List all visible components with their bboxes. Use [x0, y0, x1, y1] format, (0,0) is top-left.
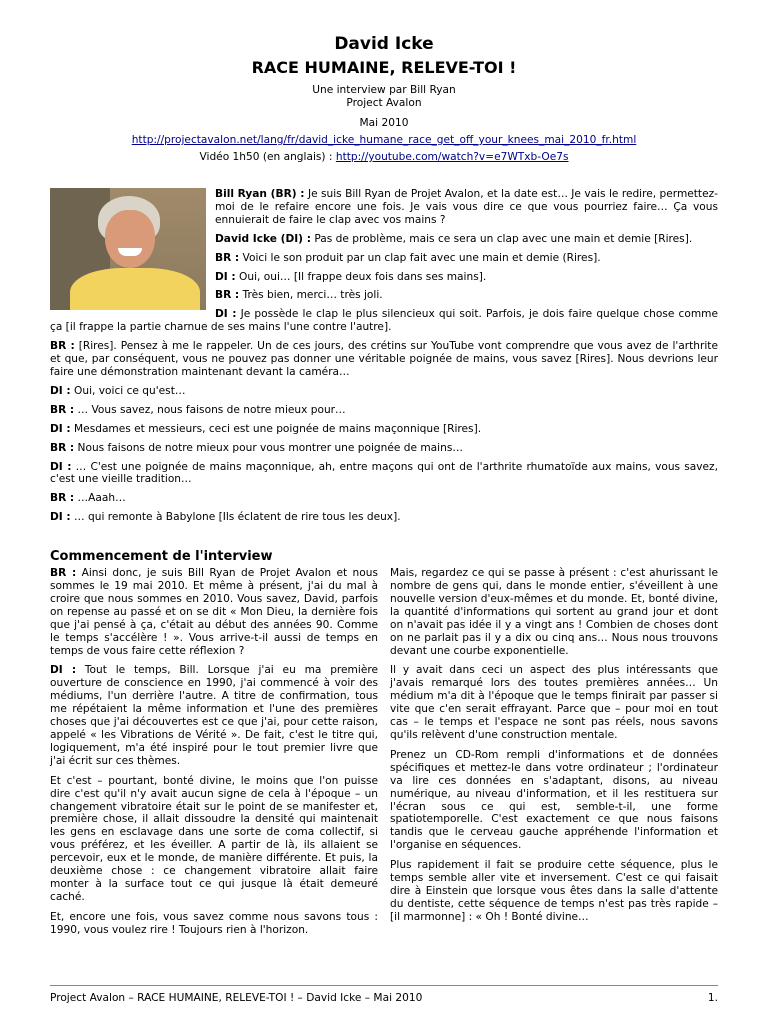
dialogue-paragraph	[50, 461, 718, 487]
speaker-label: BR :	[215, 289, 240, 302]
dialogue-text: Très bien, merci… très joli.	[239, 289, 383, 302]
document-title: RACE HUMAINE, RELEVE-TOI !	[251, 58, 517, 77]
organization: Project Avalon	[346, 97, 422, 109]
speaker-label: BR :	[50, 441, 75, 454]
dialogue-paragraph	[50, 664, 378, 767]
dialogue-text: Tout le temps, Bill. Lorsque j'ai eu ma première ouverture de conscience en 1990, j'ai commencé à voir des médiums, l'un derrière l'autre. A titre de confirmation, tous me répétaient la même information et l'une des premières choses que j'ai découvertes est ce que j'ai, pour cette raison, appelé « les Vibrations de Vérité ». De fait, c'est le titre qui, logiquement, m'a été inspiré pour le tout premier livre que j'ai écrit sur ces thèmes.	[50, 664, 378, 767]
speaker-label: BR :	[215, 251, 240, 264]
dialogue-text: Oui, oui… [Il frappe deux fois dans ses mains].	[235, 270, 487, 283]
dialogue-paragraph	[390, 749, 718, 852]
dialogue-text: Je suis Bill Ryan de Projet Avalon, et la date est… Je vais le redire, permettez-moi de le refaire encore une fois. Je vais vous dire ce que vous pourriez faire… Ça vous ennuierait de faire le clap avec vos mains ?	[215, 188, 718, 226]
dialogue-paragraph	[50, 492, 718, 505]
video-link[interactable]: http://youtube.com/watch?v=e7WTxb-Oe7s	[335, 151, 569, 163]
dialogue-text: Il y avait dans ceci un aspect des plus intéressants que j'avais remarqué lors des toutes premières années… Un médium m'a dit à l'époque que le temps finirait par passer si vite que c'en serait effrayant. Parce que – pour moi en tout cas – le temps et l'espace ne sont pas réels, nous savons qu'ils relèvent d'une construction mentale.	[390, 664, 718, 741]
dialogue-text: Voici le son produit par un clap fait avec une main et demie (Rires].	[239, 251, 601, 264]
dialogue-text: … Vous savez, nous faisons de notre mieux pour…	[74, 403, 346, 416]
dialogue-paragraph	[390, 567, 718, 657]
video-label: Vidéo 1h50 (en anglais) :	[199, 151, 336, 163]
document-header	[50, 34, 718, 164]
dialogue-text: Plus rapidement il fait se produire cette séquence, plus le temps semble aller vite et inversement. C'est ce qui faisait dire à Einstein que lorsque vous êtes dans la salle d'attente du dentiste, cette séquence de temps n'est pas très rapide – [il marmonne] : « Oh ! Bonté divine…	[390, 859, 718, 923]
speaker-label: Bill Ryan (BR) :	[215, 188, 305, 200]
author-name: David Icke	[334, 34, 434, 54]
byline: Une interview par Bill Ryan	[312, 84, 456, 96]
section-heading: Commencement de l'interview	[50, 549, 273, 565]
dialogue-text: Je possède le clap le plus silencieux qui soit. Parfois, je dois faire quelque chose comme ça [il frappe la partie charnue de ses mains l'une contre l'autre].	[50, 308, 718, 334]
speaker-label: BR :	[50, 567, 77, 580]
dialogue-paragraph	[390, 664, 718, 741]
page-number: 1.	[707, 992, 718, 1004]
right-column	[390, 567, 718, 943]
speaker-label: DI :	[215, 308, 237, 321]
dialogue-text: … C'est une poignée de mains maçonnique, ah, entre maçons qui ont de l'arthrite rhumatoïde aux mains, vous savez, c'est une vieille tradition…	[50, 460, 718, 486]
dialogue-paragraph	[50, 308, 718, 334]
dialogue-paragraph	[50, 911, 378, 937]
dialogue-text: … qui remonte à Babylone [Ils éclatent de rire tous les deux].	[70, 511, 401, 524]
dialogue-text: Pas de problème, mais ce sera un clap avec une main et demie [Rires].	[310, 232, 693, 245]
dialogue-text: Et c'est – pourtant, bonté divine, le moins que l'on puisse dire c'est qu'il n'y avait aucun signe de cela à l'époque – un changement vibratoire était sur le point de se manifester et, première chose, il allait dissoudre la densité qui maintenait les gens en esclavage dans une sorte de coma collectif, si vous préférez, et les éveiller. A partir de là, ils allaient se percevoir, eux et le monde, de manière différente. Et puis, la deuxième chose : ce changement vibratoire allait faire monter à la surface tout ce qui jusque là était demeuré caché.	[50, 774, 378, 903]
dialogue-text: Oui, voici ce qu'est…	[70, 384, 186, 397]
speaker-label: DI :	[50, 422, 71, 435]
dialogue-paragraph	[50, 442, 718, 455]
dialogue-text: Mesdames et messieurs, ceci est une poignée de mains maçonnique [Rires].	[70, 422, 482, 435]
source-link[interactable]: http://projectavalon.net/lang/fr/david_icke_humane_race_get_off_your_knees_mai_2010_fr.html	[131, 134, 637, 146]
dialogue-text: Nous faisons de notre mieux pour vous montrer une poignée de mains…	[74, 441, 463, 454]
dialogue-text: Ainsi donc, je suis Bill Ryan de Projet Avalon et nous sommes le 19 mai 2010. Et même à présent, j'ai du mal à croire que nous sommes en 2010. Vous savez, David, parfois on repense au passé et on se dit « Mon Dieu, la dernière fois que j'ai pensé à ça, c'était au début des années 90. Comme le temps s'accélère ! ». Vous arrive-t-il aussi de temps en temps de vous faire cette réflexion ?	[50, 567, 378, 657]
dialogue-text: Et, encore une fois, vous savez comme nous savons tous : 1990, vous voulez rire ! Toujours rien à l'horizon.	[50, 910, 378, 936]
dialogue-paragraph	[50, 404, 718, 417]
dialogue-paragraph	[390, 859, 718, 924]
speaker-label: DI :	[50, 460, 72, 473]
dialogue-paragraph	[50, 423, 718, 436]
speaker-label: BR :	[50, 340, 75, 353]
speaker-label: DI :	[215, 270, 236, 283]
dialogue-paragraph	[50, 567, 378, 657]
dialogue-text: Mais, regardez ce qui se passe à présent : c'est ahurissant le nombre de gens qui, dans le monde entier, s'éveillent à une nouvelle version d'eux-mêmes et du monde. Et, bonté divine, la quantité d'informations qui sortent au grand jour et dont on n'avait pas idée il y a vingt ans ! Combien de choses dont on ne parlait pas il y a dix ou cinq ans… Nous nous trouvons devant une courbe exponentielle.	[390, 567, 718, 657]
date: Mai 2010	[359, 117, 409, 129]
speaker-label: BR :	[50, 492, 75, 505]
dialogue-paragraph	[50, 511, 718, 524]
speaker-label: DI :	[50, 511, 71, 524]
dialogue-paragraph	[50, 340, 718, 379]
david-icke-photo	[50, 188, 206, 310]
dialogue-paragraph	[50, 385, 718, 398]
page-footer	[50, 985, 718, 1004]
dialogue-text: [Rires]. Pensez à me le rappeler. Un de ces jours, des crétins sur YouTube vont comprendre que vous avez de l'arthrite et que, par conséquent, vous ne pouvez pas donner une véritable poignée de mains, vous savez [Rires]. Nous devrions leur faire une démonstration maintenant devant la caméra…	[50, 340, 718, 378]
speaker-label: DI :	[50, 664, 77, 677]
speaker-label: David Icke (DI) :	[215, 232, 311, 245]
left-column	[50, 567, 378, 943]
dialogue-paragraph	[50, 775, 378, 904]
dialogue-text: …Aaah…	[74, 492, 126, 505]
speaker-label: BR :	[50, 403, 75, 416]
speaker-label: DI :	[50, 384, 71, 397]
two-column-body	[50, 567, 718, 943]
document-page	[50, 0, 718, 1024]
intro-dialogue	[50, 188, 718, 524]
footer-text: Project Avalon – RACE HUMAINE, RELEVE-TOI ! – David Icke – Mai 2010	[50, 992, 423, 1004]
video-line	[50, 151, 718, 164]
source-link-line	[50, 134, 718, 147]
dialogue-text: Prenez un CD-Rom rempli d'informations et de données spécifiques et mettez-le dans votre ordinateur ; l'ordinateur va lire ces données en s'adaptant, disons, au niveau numérique, au niveau d'information, et il les restituera sur l'écran sous ce qui est, semble-t-il, une forme spatiotemporelle. C'est exactement ce que nous faisons tandis que le cerveau gauche appréhende l'information et l'organise en séquences.	[390, 748, 718, 852]
